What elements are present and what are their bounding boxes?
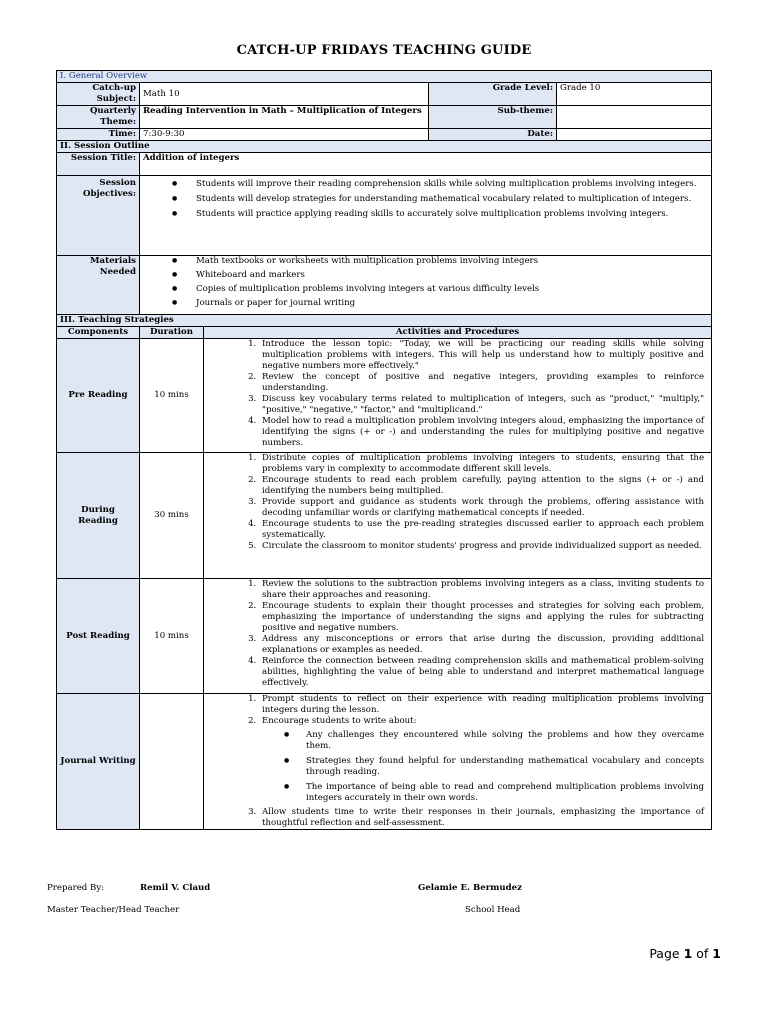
component-pre-reading: Pre Reading bbox=[57, 339, 140, 453]
sub-theme-label: Sub-theme: bbox=[429, 106, 557, 129]
sub-theme-value bbox=[557, 106, 712, 129]
teaching-guide-table bbox=[56, 70, 712, 830]
journal-prompt-item: ● Strategies they found helpful for understanding mathematical vocabulary and concepts through reading. bbox=[306, 756, 704, 778]
activity-item: 3. Allow students time to write their responses in their journals, emphasizing the importance of thoughtful reflection and self-assessment. bbox=[259, 807, 708, 829]
material-item: ● Whiteboard and markers bbox=[196, 270, 708, 281]
activity-item: 2. Encourage students to read each problem carefully, paying attention to the signs (+ or -) and identifying the numbers being multiplied. bbox=[259, 475, 708, 497]
material-item: ● Journals or paper for journal writing bbox=[196, 298, 708, 309]
duration-during-reading: 30 mins bbox=[140, 453, 204, 579]
activity-item: 4. Reinforce the connection between reading comprehension skills and mathematical problem-solving abilities, highlighting the value of being able to understand and interpret mathematical language effectively. bbox=[259, 656, 708, 689]
activity-item: 4. Model how to read a multiplication problem involving integers aloud, emphasizing the importance of identifying the signs (+ or -) and understanding the rules for multiplying positive and negative numbers. bbox=[259, 416, 708, 449]
activity-item-text: Encourage students to write about: bbox=[262, 716, 417, 726]
activities-during-reading bbox=[204, 453, 712, 579]
section-general-overview: I. General Overview bbox=[57, 71, 712, 83]
component-journal-writing: Journal Writing bbox=[57, 694, 140, 830]
materials-list bbox=[140, 256, 712, 315]
page-current: 1 bbox=[683, 946, 693, 961]
session-objectives bbox=[140, 176, 712, 256]
activity-item: 3. Address any misconceptions or errors that arise during the discussion, providing additional explanations or examples as needed. bbox=[259, 634, 708, 656]
date-label: Date: bbox=[429, 129, 557, 141]
session-title-value: Addition of integers bbox=[140, 153, 712, 176]
duration-post-reading: 10 mins bbox=[140, 579, 204, 694]
journal-prompt-item: ● Any challenges they encountered while solving the problems and how they overcame them. bbox=[306, 730, 704, 752]
page-of: of bbox=[696, 946, 709, 961]
objective-item: ● Students will develop strategies for understanding mathematical vocabulary related to multiplication of integers. bbox=[196, 194, 708, 205]
activity-item: 2. Encourage students to explain their thought processes and strategies for solving each problem, emphasizing the importance of understanding the signs and applying the rules for subtracting positive and negative numbers. bbox=[259, 601, 708, 634]
column-header-components: Components bbox=[57, 327, 140, 339]
section-session-outline: II. Session Outline bbox=[57, 141, 712, 153]
session-objectives-label: Session Objectives: bbox=[57, 176, 140, 256]
activity-item: 2. Review the concept of positive and negative integers, providing examples to reinforce understanding. bbox=[259, 372, 708, 394]
page-word: Page bbox=[649, 946, 680, 961]
school-head-title: School Head bbox=[465, 905, 521, 915]
duration-journal-writing bbox=[140, 694, 204, 830]
component-post-reading: Post Reading bbox=[57, 579, 140, 694]
material-item: ● Math textbooks or worksheets with multiplication problems involving integers bbox=[196, 256, 708, 267]
table-row bbox=[57, 579, 712, 694]
objective-item: ● Students will practice applying reading skills to accurately solve multiplication problems involving integers. bbox=[196, 209, 708, 220]
activity-item: 1. Review the solutions to the subtraction problems involving integers as a class, inviting students to share their approaches and reasoning. bbox=[259, 579, 708, 601]
school-head-name: Gelamie E. Bermudez bbox=[418, 883, 522, 893]
subject-value: Math 10 bbox=[140, 83, 429, 106]
page-title: CATCH-UP FRIDAYS TEACHING GUIDE bbox=[236, 43, 532, 58]
material-item: ● Copies of multiplication problems involving integers at various difficulty levels bbox=[196, 284, 708, 295]
date-value bbox=[557, 129, 712, 141]
column-header-duration: Duration bbox=[140, 327, 204, 339]
table-row bbox=[57, 453, 712, 579]
activities-post-reading bbox=[204, 579, 712, 694]
activity-item bbox=[259, 716, 708, 804]
preparer-title: Master Teacher/Head Teacher bbox=[47, 905, 180, 915]
activity-item: 1. Introduce the lesson topic: "Today, we will be practicing our reading skills while solving multiplication problems with integers. This will help us understand how to multiply positive and negative numbers more effectively." bbox=[259, 339, 708, 372]
preparer-name: Remil V. Claud bbox=[140, 883, 211, 893]
activities-pre-reading bbox=[204, 339, 712, 453]
activity-item: 1. Prompt students to reflect on their experience with reading multiplication problems involving integers during the lesson. bbox=[259, 694, 708, 716]
subject-label: Catch-up Subject: bbox=[57, 83, 140, 106]
activities-journal-writing bbox=[204, 694, 712, 830]
quarterly-theme-label: Quarterly Theme: bbox=[57, 106, 140, 129]
prepared-by-label: Prepared By: bbox=[47, 883, 105, 893]
component-during-reading: During Reading bbox=[57, 453, 140, 579]
table-row bbox=[57, 694, 712, 830]
grade-level-value: Grade 10 bbox=[557, 83, 712, 106]
time-label: Time: bbox=[57, 129, 140, 141]
grade-level-label: Grade Level: bbox=[429, 83, 557, 106]
time-value: 7:30-9:30 bbox=[140, 129, 429, 141]
table-row bbox=[57, 339, 712, 453]
quarterly-theme-value: Reading Intervention in Math – Multiplication of Integers bbox=[140, 106, 429, 129]
page-number bbox=[649, 946, 721, 961]
section-teaching-strategies: III. Teaching Strategies bbox=[57, 315, 712, 327]
page-total: 1 bbox=[712, 946, 721, 961]
journal-prompt-item: ● The importance of being able to read and comprehend multiplication problems involving integers accurately in their own words. bbox=[306, 782, 704, 804]
activity-item: 5. Circulate the classroom to monitor students' progress and provide individualized support as needed. bbox=[259, 541, 708, 552]
session-title-label: Session Title: bbox=[57, 153, 140, 176]
activity-item: 3. Provide support and guidance as students work through the problems, offering assistance with decoding unfamiliar words or clarifying mathematical concepts if needed. bbox=[259, 497, 708, 519]
column-header-activities: Activities and Procedures bbox=[204, 327, 712, 339]
activity-item: 1. Distribute copies of multiplication problems involving integers to students, ensuring that the problems vary in complexity to accommodate different skill levels. bbox=[259, 453, 708, 475]
activity-item: 3. Discuss key vocabulary terms related to multiplication of integers, such as "product," "multiply," "positive," "negative," "factor," and "multiplicand." bbox=[259, 394, 708, 416]
activity-item: 4. Encourage students to use the pre-reading strategies discussed earlier to approach each problem systematically. bbox=[259, 519, 708, 541]
objective-item: ● Students will improve their reading comprehension skills while solving multiplication problems involving integers. bbox=[196, 179, 708, 190]
duration-pre-reading: 10 mins bbox=[140, 339, 204, 453]
materials-label: Materials Needed bbox=[57, 256, 140, 315]
